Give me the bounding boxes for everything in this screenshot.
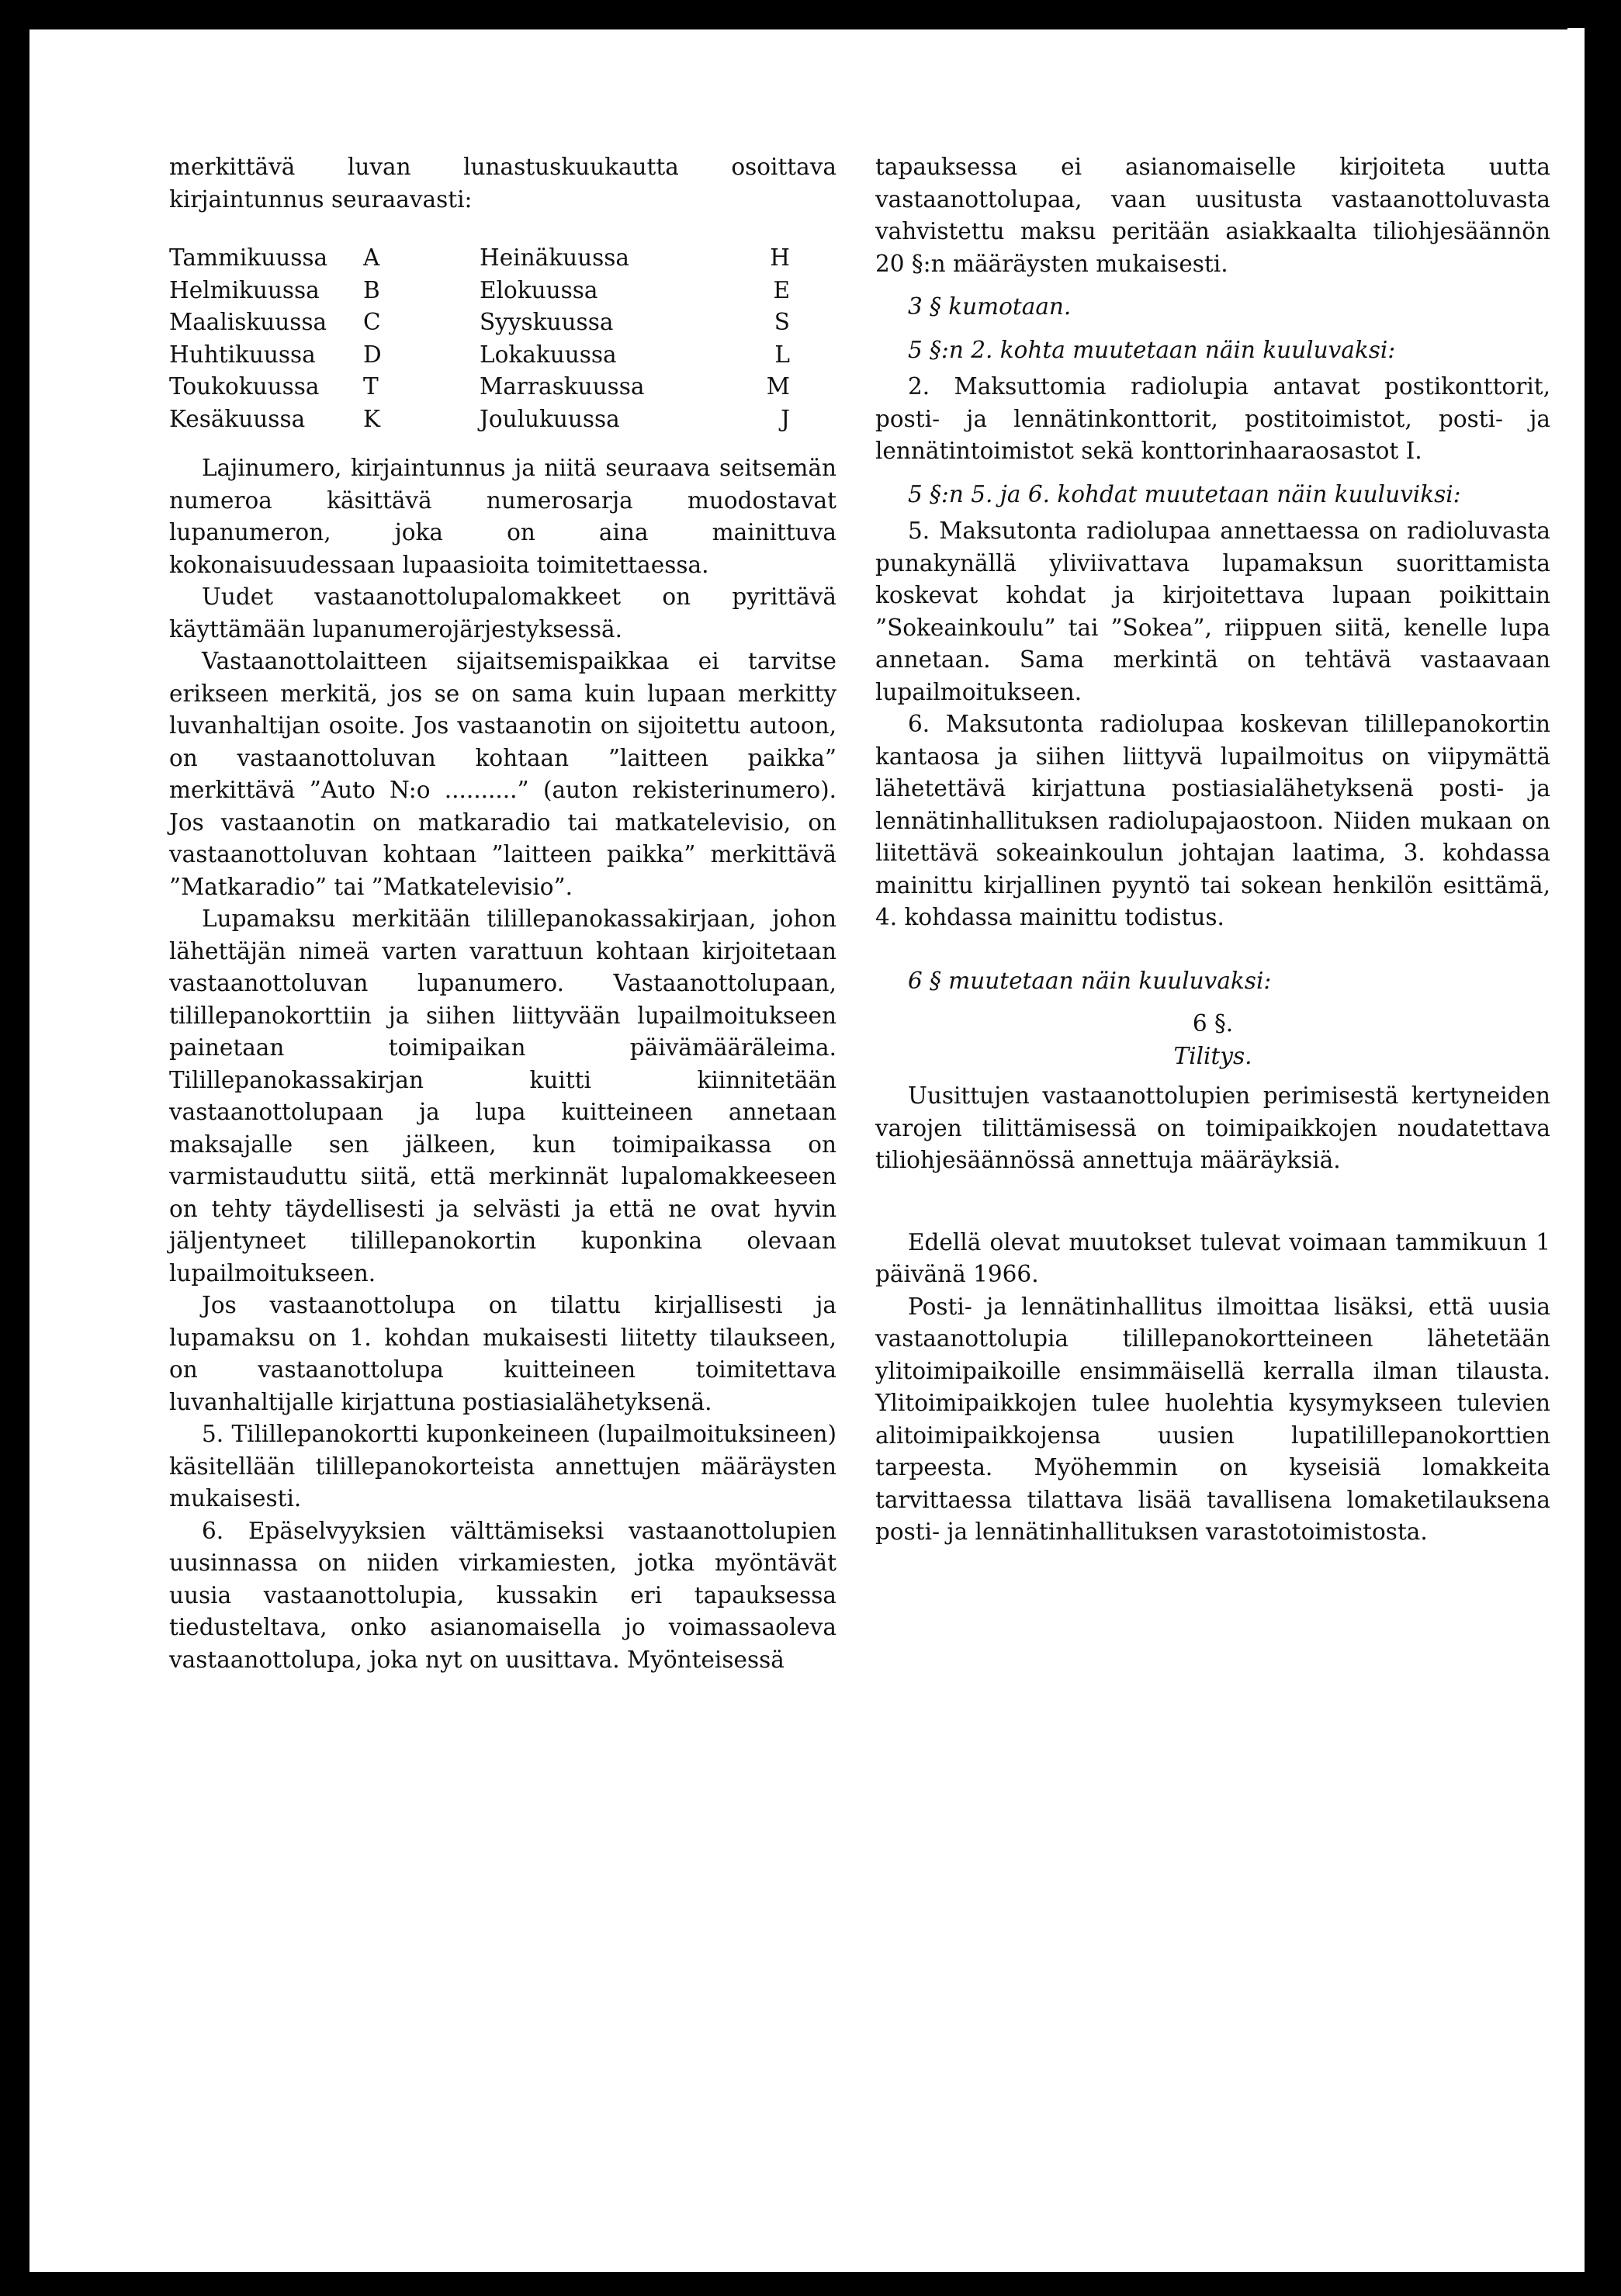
month-name: Toukokuussa xyxy=(169,373,320,400)
section-heading: 6 § muutetaan näin kuuluvaksi: xyxy=(908,967,1272,994)
paragraph: Posti- ja lennätinhallitus ilmoittaa lisäksi, että uusia vastaanottolupia tilillepanokortteineen lähetetään ylitoimipaikoille ensimmäisellä kerralla ilman tilausta. Ylitoimipaikkojen tulee huolehtia kysymykseen tulevien alitoimipaikkojensa uusien lupatilillepanokorttien tarpeesta. Myöhemmin on kyseisiä lomakkeita tarvittaessa tilattava lisää tavallisena lomaketilauksena posti- ja lennätinhallituksen varastotoimistosta. xyxy=(875,1293,1550,1545)
paragraph: Vastaanottolaitteen sijaitsemispaikkaa ei tarvitse erikseen merkitä, jos se on sama kuin lupaan merkitty luvanhaltijan osoite. Jos vastaanotin on sijoitettu autoon, on vastaanottoluvan kohtaan ”laitteen paikka” merkittävä ”Auto N:o ..........” (auton rekisterinumero). Jos vastaanotin on matkaradio tai matkatelevisio, on vastaanottoluvan kohtaan ”laitteen paikka” merkittävä ”Matkaradio” tai ”Matkatelevisio”. xyxy=(169,648,836,900)
paragraph: Lupamaksu merkitään tilillepanokassakirjaan, johon lähettäjän nimeä varten varattuun kohtaan kirjoitetaan vastaanottoluvan lupanumero. Vastaanottolupaan, tilillepanokorttiin ja siihen liittyvään lupailmoitukseen painetaan toimipaikan päivämääräleima. Tilillepanokassakirjan kuitti kiinnitetään vastaanottolupaan ja lupa kuitteineen annetaan maksajalle sen jälkeen, kun toimipaikassa on varmistauduttu siitä, että merkinnät lupalomakkeeseen on tehty täydellisesti ja selvästi ja että ne ovat hyvin jäljentyneet tilillepanokortin kuponkina olevaan lupailmoitukseen. xyxy=(169,906,836,1287)
month-code: S xyxy=(774,309,790,335)
month-name: Maaliskuussa xyxy=(169,309,327,335)
paragraph: 5. Maksutonta radiolupaa annettaessa on radioluvasta punakynällä yliviivattava lupamaksun suorittamista koskevat kohdat ja kirjoitettava lupaan poikittain ”Sokeainkoulu” tai ”Sokea”, riippuen siitä, kenelle lupa annetaan. Sama merkintä on tehtävä vastaavaan lupailmoitukseen. xyxy=(875,518,1550,705)
right-column xyxy=(875,151,1550,1549)
paragraph: Uudet vastaanottolupalomakkeet on pyrittävä käyttämään lupanumerojärjestyksessä. xyxy=(169,584,836,642)
month-code: D xyxy=(363,341,382,368)
month-name: Elokuussa xyxy=(480,276,598,303)
month-name: Kesäkuussa xyxy=(169,405,306,432)
month-code: K xyxy=(363,405,381,432)
month-code: B xyxy=(363,276,380,303)
month-code: A xyxy=(363,244,380,271)
month-code: E xyxy=(773,276,790,303)
month-code: C xyxy=(363,309,381,335)
month-name: Joulukuussa xyxy=(480,405,620,432)
month-code-table xyxy=(169,242,836,435)
month-code: H xyxy=(770,244,790,271)
section-number: 6 §. xyxy=(1192,1010,1234,1037)
left-column xyxy=(169,151,836,1676)
month-name: Marraskuussa xyxy=(480,373,645,400)
intro-text: merkittävä luvan lunastuskuukautta osoittava kirjaintunnus seuraavasti: xyxy=(169,154,836,213)
page-edge-left xyxy=(29,29,48,2272)
section-heading: 5 §:n 2. kohta muutetaan näin kuuluvaksi: xyxy=(908,336,1396,363)
paragraph: 6. Maksutonta radiolupaa koskevan tilillepanokortin kantaosa ja siihen liittyvä lupailmoitus on viipymättä lähetettävä kirjattuna postiasialähetyksenä posti- ja lennätinhallituksen radiolupajaostoon. Niiden mukaan on liitettävä sokeainkoulun johtajan laatima, 3. kohdassa mainittu kirjallinen pyyntö tai sokean henkilön esittämä, 4. kohdassa mainittu todistus. xyxy=(875,711,1550,930)
section-title: Tilitys. xyxy=(1173,1042,1252,1069)
month-name: Heinäkuussa xyxy=(480,244,629,271)
month-name: Syyskuussa xyxy=(480,309,614,335)
section-heading: 5 §:n 5. ja 6. kohdat muutetaan näin kuuluviksi: xyxy=(908,480,1461,507)
month-name: Huhtikuussa xyxy=(169,341,316,368)
month-name: Tammikuussa xyxy=(169,244,328,271)
month-code: T xyxy=(363,373,379,400)
page-edge-right xyxy=(1567,28,1585,2272)
month-name: Helmikuussa xyxy=(169,276,320,303)
paragraph: Uusittujen vastaanottolupien perimisestä kertyneiden varojen tilittämisessä on toimipaikkojen noudatettava tiliohjesäännössä annettuja määräyksiä. xyxy=(875,1082,1550,1173)
paragraph: tapauksessa ei asianomaiselle kirjoiteta uutta vastaanottolupaa, vaan uusitusta vastaanottoluvasta vahvistettu maksu peritään asiakkaalta tiliohjesäännön 20 §:n määräysten mukaisesti. xyxy=(875,154,1550,277)
paragraph: 2. Maksuttomia radiolupia antavat postikonttorit, posti- ja lennätinkonttorit, postitoimistot, posti- ja lennätintoimistot sekä konttorinhaaraosastot I. xyxy=(875,373,1550,464)
month-code: J xyxy=(781,405,790,432)
paragraph: 5. Tilillepanokortti kuponkeineen (lupailmoituksineen) käsitellään tilillepanokorteista annettujen määräysten mukaisesti. xyxy=(169,1421,836,1512)
section-heading: 3 § kumotaan. xyxy=(908,293,1072,320)
month-code: L xyxy=(774,341,790,368)
paragraph: 6. Epäselvyyksien välttämiseksi vastaanottolupien uusinnassa on niiden virkamiesten, jotka myöntävät uusia vastaanottolupia, kussakin eri tapauksessa tiedusteltava, onko asianomaisella jo voimassaoleva vastaanottolupa, joka nyt on uusittava. Myönteisessä xyxy=(169,1517,836,1673)
month-name: Lokakuussa xyxy=(480,341,617,368)
paragraph: Lajinumero, kirjaintunnus ja niitä seuraava seitsemän numeroa käsittävä numerosarja muodostavat lupanumeron, joka on aina mainittuva kokonaisuudessaan lupaasioita toimitettaessa. xyxy=(169,455,836,578)
month-code: M xyxy=(766,373,790,400)
paragraph: Edellä olevat muutokset tulevat voimaan tammikuun 1 päivänä 1966. xyxy=(875,1228,1550,1287)
paragraph: Jos vastaanottolupa on tilattu kirjallisesti ja lupamaksu on 1. kohdan mukaisesti liitetty tilaukseen, on vastaanottolupa kuitteineen toimitettava luvanhaltijalle kirjattuna postiasialähetyksenä. xyxy=(169,1292,836,1415)
